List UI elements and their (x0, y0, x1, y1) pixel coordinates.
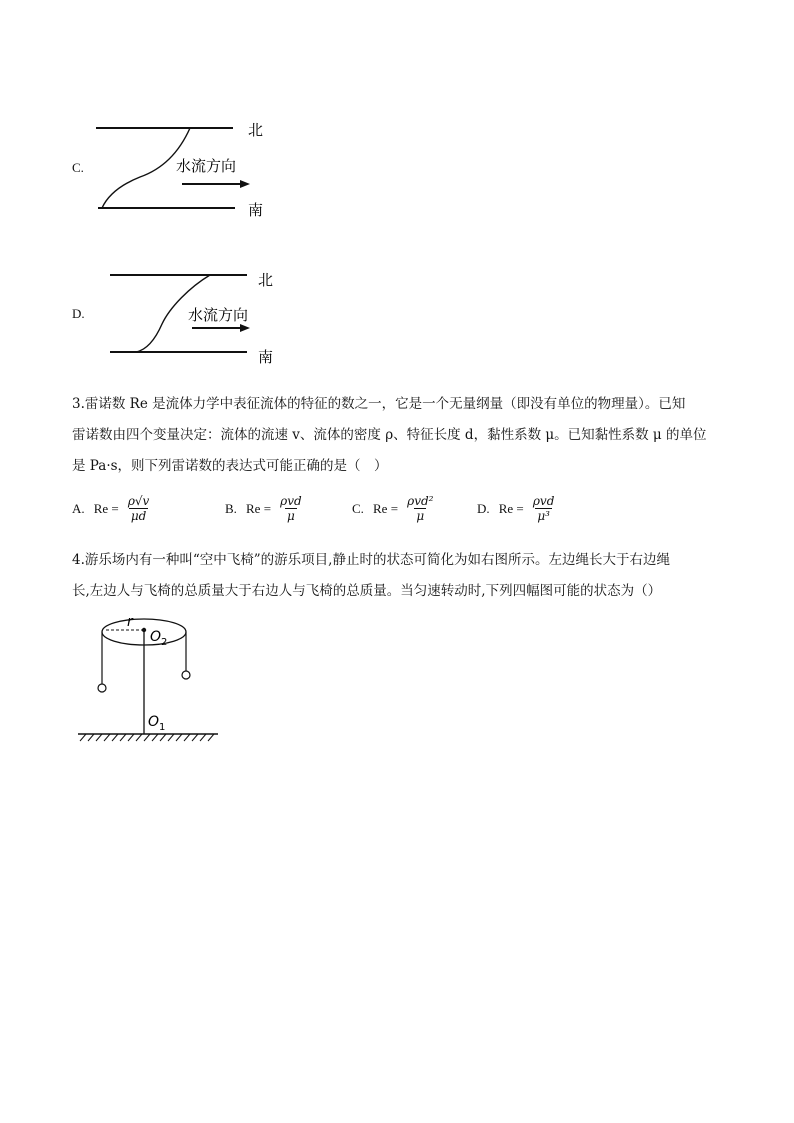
q3-option-a: A. Re = $\frac{\rho√v}{\mu d}$ (72, 494, 150, 523)
north-label: 北 (258, 271, 274, 289)
south-label: 南 (258, 348, 274, 366)
right-chair (182, 671, 190, 679)
formula-fraction: $\frac{\text{ρvd}}{\text{μ³}}$ (532, 494, 555, 523)
option-d-label: D. (72, 306, 85, 321)
formula-fraction: $\frac{\text{ρvd²}}{\mu}$ (407, 494, 434, 523)
o1-label: $O_1$ (148, 714, 166, 733)
flow-direction-label: 水流方向 (188, 306, 249, 324)
river-figure-d (100, 262, 290, 372)
q3-line-3: 是 Pa·s，则下列雷诺数的表达式可能正确的是（ ） (72, 458, 388, 474)
south-label: 南 (248, 201, 264, 219)
q4-line-2: 长,左边人与飞椅的总质量大于右边人与飞椅的总质量。当匀速转动时,下列四幅图可能的状态为（） (72, 583, 662, 599)
flying-chair-figure (72, 610, 232, 750)
q3-option-c: C. Re = $\frac{\text{ρvd²}}{\mu}$ (352, 494, 434, 523)
formula-fraction: $\frac{\text{ρvd}}{\mu}$ (280, 494, 302, 523)
o2-label: $O_2$ (150, 629, 168, 648)
left-chair (98, 684, 106, 692)
river-figure-c (90, 115, 280, 225)
formula-fraction: $\frac{\rho√v}{\mu d}$ (127, 494, 150, 523)
flow-direction-label: 水流方向 (176, 157, 237, 175)
q3-option-b: B. Re = $\frac{\text{ρvd}}{\mu}$ (225, 494, 302, 523)
q3-line-1: 3.雷诺数 Re 是流体力学中表征流体的特征的数之一，它是一个无量纲量（即没有单位的物理量）。已知 (72, 396, 686, 412)
radius-label: r (127, 614, 133, 630)
q4-line-1: 4.游乐场内有一种叫“空中飞椅”的游乐项目,静止时的状态可简化为如右图所示。左边绳长大于右边绳 (72, 552, 670, 568)
option-c-label: C. (72, 160, 84, 175)
q3-option-d: D. Re = $\frac{\text{ρvd}}{\text{μ³}}$ (477, 494, 555, 523)
north-label: 北 (248, 121, 264, 139)
q3-line-2: 雷诺数由四个变量决定：流体的流速 v、流体的密度 ρ、特征长度 d，黏性系数 μ。已知黏性系数 μ 的单位 (72, 427, 707, 443)
